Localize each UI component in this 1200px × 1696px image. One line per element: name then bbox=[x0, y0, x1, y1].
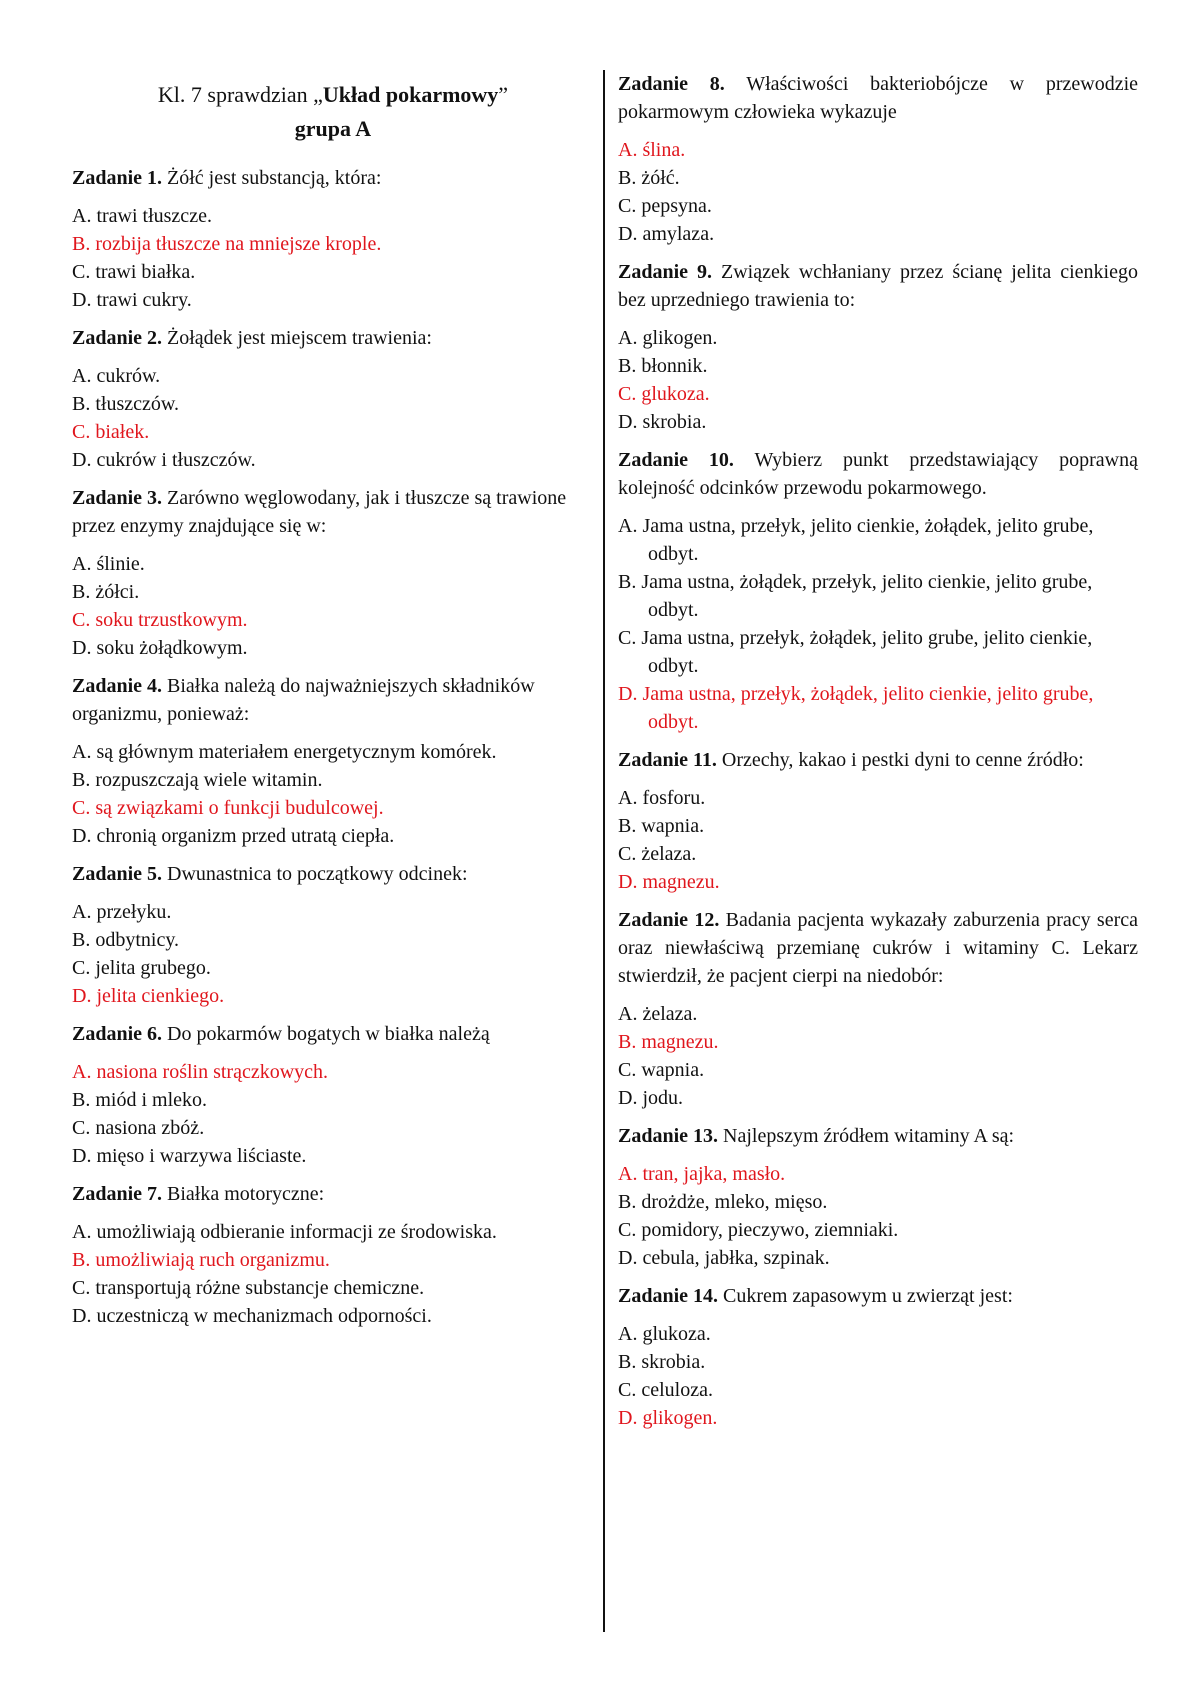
task-1 bbox=[72, 164, 594, 314]
title-prefix: Kl. 7 sprawdzian „ bbox=[157, 82, 323, 107]
answer-option-correct: A. ślina. bbox=[618, 139, 686, 161]
task-label: Zadanie 1. bbox=[72, 167, 163, 189]
task-question-text: Badania pacjenta wykazały zaburzenia pracy serca oraz niewłaściwą przemianę cukrów i witaminy C. Lekarz stwierdził, że pacjent cierpi na niedobór: bbox=[618, 909, 1139, 987]
task-13 bbox=[618, 1122, 1138, 1272]
task-11 bbox=[618, 746, 1138, 896]
answer-option: B. odbytnicy. bbox=[72, 929, 180, 951]
answer-option: D. jodu. bbox=[618, 1087, 683, 1109]
task-question-text: Cukrem zapasowym u zwierząt jest: bbox=[723, 1285, 1013, 1307]
title-line-1 bbox=[72, 78, 594, 112]
task-question-text: Właściwości bakteriobójcze w przewodzie pokarmowym człowieka wykazuje bbox=[618, 73, 1139, 123]
task-label: Zadanie 7. bbox=[72, 1183, 163, 1205]
task-label: Zadanie 4. bbox=[72, 675, 163, 697]
right-column bbox=[618, 70, 1138, 1442]
answer-option: A. Jama ustna, przełyk, jelito cienkie, żołądek, jelito grube, odbyt. bbox=[618, 515, 1094, 565]
answer-options bbox=[72, 898, 594, 1010]
answer-option: B. Jama ustna, żołądek, przełyk, jelito cienkie, jelito grube, odbyt. bbox=[618, 571, 1093, 621]
answer-option: A. umożliwiają odbieranie informacji ze środowiska. bbox=[72, 1221, 497, 1243]
task-label: Zadanie 13. bbox=[618, 1125, 719, 1147]
answer-option: B. błonnik. bbox=[618, 355, 708, 377]
answer-option-correct: C. białek. bbox=[72, 421, 150, 443]
title-subject: Układ pokarmowy bbox=[322, 82, 499, 107]
task-label: Zadanie 10. bbox=[618, 449, 734, 471]
answer-option: D. skrobia. bbox=[618, 411, 707, 433]
answer-option-correct: C. soku trzustkowym. bbox=[72, 609, 248, 631]
answer-options bbox=[72, 362, 594, 474]
answer-options bbox=[72, 1218, 594, 1330]
task-question bbox=[72, 860, 594, 888]
answer-option: B. rozpuszczają wiele witamin. bbox=[72, 769, 323, 791]
task-question bbox=[72, 1180, 594, 1208]
answer-option: A. trawi tłuszcze. bbox=[72, 205, 212, 227]
answer-options bbox=[72, 1058, 594, 1170]
answer-option: A. żelaza. bbox=[618, 1003, 698, 1025]
task-2 bbox=[72, 324, 594, 474]
column-divider bbox=[603, 70, 605, 1632]
task-question bbox=[618, 1282, 1138, 1310]
answer-option: C. trawi białka. bbox=[72, 261, 196, 283]
answer-options bbox=[618, 512, 1138, 736]
task-question bbox=[618, 70, 1138, 126]
task-question bbox=[72, 164, 594, 192]
answer-option: D. soku żołądkowym. bbox=[72, 637, 248, 659]
answer-option: B. żółć. bbox=[618, 167, 680, 189]
answer-option: C. wapnia. bbox=[618, 1059, 705, 1081]
answer-option-correct: A. tran, jajka, masło. bbox=[618, 1163, 786, 1185]
answer-option: C. jelita grubego. bbox=[72, 957, 211, 979]
answer-option: C. celuloza. bbox=[618, 1379, 713, 1401]
answer-option-correct: D. jelita cienkiego. bbox=[72, 985, 225, 1007]
task-label: Zadanie 14. bbox=[618, 1285, 719, 1307]
answer-option: C. nasiona zbóż. bbox=[72, 1117, 205, 1139]
answer-option: C. pomidory, pieczywo, ziemniaki. bbox=[618, 1219, 899, 1241]
answer-option: A. glukoza. bbox=[618, 1323, 711, 1345]
answer-option: B. żółci. bbox=[72, 581, 140, 603]
answer-option: C. żelaza. bbox=[618, 843, 697, 865]
answer-option: A. cukrów. bbox=[72, 365, 161, 387]
answer-options bbox=[72, 550, 594, 662]
task-question-text: Żółć jest substancją, która: bbox=[167, 167, 382, 189]
answer-option: C. transportują różne substancje chemiczne. bbox=[72, 1277, 425, 1299]
answer-option: D. uczestniczą w mechanizmach odporności. bbox=[72, 1305, 432, 1327]
answer-option: A. glikogen. bbox=[618, 327, 718, 349]
task-question-text: Dwunastnica to początkowy odcinek: bbox=[167, 863, 468, 885]
task-question-text: Orzechy, kakao i pestki dyni to cenne źródło: bbox=[721, 749, 1084, 771]
answer-option: D. mięso i warzywa liściaste. bbox=[72, 1145, 307, 1167]
task-question bbox=[72, 324, 594, 352]
task-label: Zadanie 11. bbox=[618, 749, 717, 771]
title-suffix: ” bbox=[498, 82, 509, 107]
answer-options bbox=[618, 784, 1138, 896]
answer-options bbox=[618, 1000, 1138, 1112]
task-6 bbox=[72, 1020, 594, 1170]
task-5 bbox=[72, 860, 594, 1010]
task-question bbox=[618, 746, 1138, 774]
answer-options bbox=[72, 738, 594, 850]
task-7 bbox=[72, 1180, 594, 1330]
answer-option: B. wapnia. bbox=[618, 815, 705, 837]
task-10 bbox=[618, 446, 1138, 736]
task-14 bbox=[618, 1282, 1138, 1432]
task-question-text: Żołądek jest miejscem trawienia: bbox=[167, 327, 432, 349]
answer-option: A. przełyku. bbox=[72, 901, 172, 923]
answer-options bbox=[618, 1320, 1138, 1432]
task-question-text: Związek wchłaniany przez ścianę jelita cienkiego bez uprzedniego trawienia to: bbox=[618, 261, 1138, 311]
answer-option: B. miód i mleko. bbox=[72, 1089, 207, 1111]
task-question-text: Najlepszym źródłem witaminy A są: bbox=[723, 1125, 1015, 1147]
answer-option-correct: B. umożliwiają ruch organizmu. bbox=[72, 1249, 330, 1271]
task-4 bbox=[72, 672, 594, 850]
task-label: Zadanie 9. bbox=[618, 261, 713, 283]
answer-option: D. chronią organizm przed utratą ciepła. bbox=[72, 825, 395, 847]
task-question bbox=[618, 446, 1138, 502]
answer-options bbox=[72, 202, 594, 314]
task-question-text: Wybierz punkt przedstawiający poprawną kolejność odcinków przewodu pokarmowego. bbox=[618, 449, 1138, 499]
answer-option-correct: C. są związkami o funkcji budulcowej. bbox=[72, 797, 384, 819]
task-question-text: Białka należą do najważniejszych składników organizmu, ponieważ: bbox=[72, 675, 535, 725]
answer-option: D. trawi cukry. bbox=[72, 289, 192, 311]
answer-options bbox=[618, 1160, 1138, 1272]
task-label: Zadanie 8. bbox=[618, 73, 725, 95]
task-9 bbox=[618, 258, 1138, 436]
title-group: grupa A bbox=[294, 116, 372, 141]
answer-option-correct: C. glukoza. bbox=[618, 383, 710, 405]
answer-options bbox=[618, 324, 1138, 436]
answer-option-correct: D. magnezu. bbox=[618, 871, 720, 893]
task-question bbox=[618, 906, 1138, 990]
answer-option: B. skrobia. bbox=[618, 1351, 706, 1373]
task-question bbox=[72, 484, 594, 540]
task-question-text: Do pokarmów bogatych w białka należą bbox=[167, 1023, 490, 1045]
task-label: Zadanie 2. bbox=[72, 327, 163, 349]
task-question-text: Zarówno węglowodany, jak i tłuszcze są trawione przez enzymy znajdujące się w: bbox=[72, 487, 567, 537]
task-label: Zadanie 5. bbox=[72, 863, 163, 885]
answer-option-correct: A. nasiona roślin strączkowych. bbox=[72, 1061, 329, 1083]
task-8 bbox=[618, 70, 1138, 248]
answer-option: A. fosforu. bbox=[618, 787, 706, 809]
answer-option-correct: B. magnezu. bbox=[618, 1031, 719, 1053]
answer-option: B. tłuszczów. bbox=[72, 393, 180, 415]
task-label: Zadanie 6. bbox=[72, 1023, 163, 1045]
page-title bbox=[72, 78, 594, 146]
left-column bbox=[72, 70, 594, 1340]
task-3 bbox=[72, 484, 594, 662]
task-question bbox=[618, 1122, 1138, 1150]
answer-options bbox=[618, 136, 1138, 248]
answer-option: A. ślinie. bbox=[72, 553, 145, 575]
answer-option: D. cukrów i tłuszczów. bbox=[72, 449, 256, 471]
answer-option-correct: D. Jama ustna, przełyk, żołądek, jelito cienkie, jelito grube, odbyt. bbox=[618, 683, 1094, 733]
task-question bbox=[72, 672, 594, 728]
answer-option: B. drożdże, mleko, mięso. bbox=[618, 1191, 828, 1213]
task-12 bbox=[618, 906, 1138, 1112]
answer-option: A. są głównym materiałem energetycznym komórek. bbox=[72, 741, 497, 763]
answer-option: D. cebula, jabłka, szpinak. bbox=[618, 1247, 830, 1269]
task-question-text: Białka motoryczne: bbox=[167, 1183, 325, 1205]
answer-option: C. pepsyna. bbox=[618, 195, 712, 217]
task-label: Zadanie 3. bbox=[72, 487, 163, 509]
task-label: Zadanie 12. bbox=[618, 909, 720, 931]
task-question bbox=[618, 258, 1138, 314]
answer-option: D. amylaza. bbox=[618, 223, 715, 245]
answer-option-correct: B. rozbija tłuszcze na mniejsze krople. bbox=[72, 233, 382, 255]
task-question bbox=[72, 1020, 594, 1048]
answer-option-correct: D. glikogen. bbox=[618, 1407, 718, 1429]
answer-option: C. Jama ustna, przełyk, żołądek, jelito grube, jelito cienkie, odbyt. bbox=[618, 627, 1093, 677]
